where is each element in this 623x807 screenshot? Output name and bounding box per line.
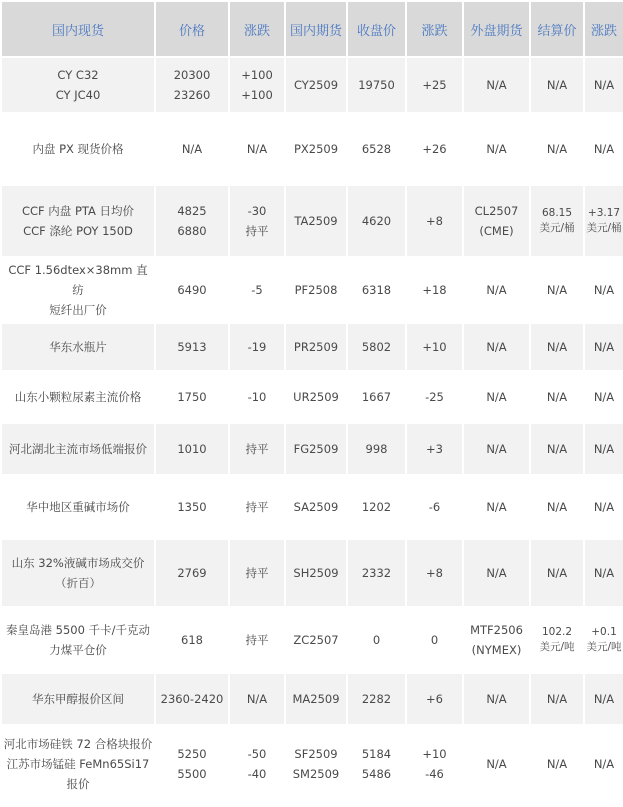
spot-name-cell <box>2 476 154 538</box>
cell-text: N/A <box>593 500 615 514</box>
cell-text: N/A <box>593 283 615 297</box>
cell-text: PR2509 <box>293 340 339 354</box>
cell-text: MTF2506 <box>470 623 523 637</box>
futures-change-cell <box>407 324 462 370</box>
cell-text: N/A <box>546 757 568 771</box>
cell-text: N/A <box>593 390 615 404</box>
futures-change-cell <box>407 540 462 606</box>
futures-contract-cell <box>286 186 346 256</box>
futures-close-cell <box>348 372 405 422</box>
table-row <box>2 372 623 422</box>
table-row <box>2 258 623 322</box>
settlement-change-cell <box>585 726 623 802</box>
futures-change-cell <box>407 608 462 672</box>
cell-text: 1350 <box>177 500 207 514</box>
futures-change-cell <box>407 58 462 112</box>
cell-text: -6 <box>428 500 441 514</box>
futures-contract-cell <box>286 608 346 672</box>
cell-text: CY C32 <box>57 68 99 82</box>
table-row <box>2 186 623 256</box>
foreign-futures-cell <box>464 540 529 606</box>
foreign-futures-cell <box>464 372 529 422</box>
cell-text: 20300 <box>173 68 211 82</box>
cell-text: -50 <box>247 747 267 761</box>
cell-text: 河北市场硅铁 72 合格块报价 <box>3 737 153 751</box>
foreign-futures-cell <box>464 608 529 672</box>
spot-price-cell <box>156 58 228 112</box>
foreign-futures-cell <box>464 324 529 370</box>
spot-price-cell <box>156 324 228 370</box>
futures-close-cell <box>348 186 405 256</box>
settlement-price-cell <box>531 608 583 672</box>
futures-close-cell <box>348 114 405 184</box>
settlement-change-cell <box>585 114 623 184</box>
cell-text: 持平 <box>245 633 269 647</box>
header-foreign-futures: 外盘期货 <box>464 2 529 56</box>
cell-text: -25 <box>425 390 444 404</box>
cell-text: N/A <box>486 340 507 354</box>
cell-text: 4620 <box>361 214 392 228</box>
cell-text: 1202 <box>361 500 392 514</box>
spot-change-cell <box>230 726 284 802</box>
cell-text: TA2509 <box>294 214 338 228</box>
cell-text: N/A <box>486 566 507 580</box>
futures-change-cell <box>407 258 462 322</box>
futures-contract-cell <box>286 674 346 724</box>
settlement-price-cell <box>531 58 583 112</box>
table-row <box>2 58 623 112</box>
cell-text: CCF 1.56dtex×38mm 直纺 <box>8 263 148 297</box>
settlement-change-cell <box>585 324 623 370</box>
futures-contract-cell <box>286 476 346 538</box>
futures-change-cell <box>407 186 462 256</box>
cell-text: CCF 涤纶 POY 150D <box>23 224 133 238</box>
settlement-change-cell <box>585 476 623 538</box>
cell-text: 报价 <box>66 777 90 791</box>
settlement-change-cell <box>585 424 623 474</box>
spot-name-cell <box>2 608 154 672</box>
futures-change-cell <box>407 372 462 422</box>
cell-text: ZC2507 <box>293 633 339 647</box>
cell-text: -19 <box>247 340 267 354</box>
futures-change-cell <box>407 424 462 474</box>
settlement-price-cell <box>531 424 583 474</box>
cell-text: N/A <box>486 78 507 92</box>
spot-price-cell <box>156 186 228 256</box>
cell-text: FG2509 <box>293 442 339 456</box>
cell-text: +8 <box>426 566 443 580</box>
settlement-price-cell <box>531 324 583 370</box>
cell-text: 0 <box>430 633 439 647</box>
settlement-price-cell <box>531 540 583 606</box>
foreign-futures-cell <box>464 726 529 802</box>
spot-price-cell <box>156 424 228 474</box>
cell-text: N/A <box>486 390 507 404</box>
cell-text: 102.2 <box>541 626 573 638</box>
futures-contract-cell <box>286 114 346 184</box>
cell-text: 美元/吨 <box>539 641 575 653</box>
futures-close-cell <box>348 540 405 606</box>
futures-change-cell <box>407 476 462 538</box>
cell-text: 2360-2420 <box>160 692 224 706</box>
header-futures-change: 涨跌 <box>407 2 462 56</box>
spot-price-cell <box>156 476 228 538</box>
cell-text: MA2509 <box>292 692 340 706</box>
spot-price-cell <box>156 114 228 184</box>
cell-text: N/A <box>486 500 507 514</box>
cell-text: 华东甲醇报价区间 <box>32 692 124 706</box>
cell-text: 华中地区重碱市场价 <box>26 500 130 514</box>
cell-text: (CME) <box>479 224 514 238</box>
cell-text: 5486 <box>361 767 392 781</box>
settlement-price-cell <box>531 186 583 256</box>
cell-text: 秦皇岛港 5500 千卡/千克动 <box>6 623 150 637</box>
spot-name-cell <box>2 186 154 256</box>
foreign-futures-cell <box>464 58 529 112</box>
spot-change-cell <box>230 424 284 474</box>
cell-text: N/A <box>486 442 507 456</box>
spot-price-cell <box>156 674 228 724</box>
settlement-change-cell <box>585 186 623 256</box>
cell-text: SM2509 <box>292 767 340 781</box>
cell-text: +8 <box>426 214 443 228</box>
cell-text: N/A <box>546 390 568 404</box>
settlement-price-cell <box>531 674 583 724</box>
cell-text: 5500 <box>177 767 207 781</box>
cell-text: 5250 <box>177 747 207 761</box>
cell-text: 江苏市场锰硅 FeMn65Si17 <box>6 757 150 771</box>
futures-close-cell <box>348 424 405 474</box>
cell-text: N/A <box>486 692 507 706</box>
settlement-price-cell <box>531 476 583 538</box>
spot-change-cell <box>230 114 284 184</box>
spot-price-cell <box>156 608 228 672</box>
spot-name-cell <box>2 674 154 724</box>
cell-text: 美元/吨 <box>586 641 622 653</box>
cell-text: N/A <box>486 757 507 771</box>
cell-text: -40 <box>247 767 267 781</box>
header-spot-change: 涨跌 <box>230 2 284 56</box>
cell-text: N/A <box>593 566 615 580</box>
cell-text: 力煤平仓价 <box>49 643 107 657</box>
cell-text: +18 <box>422 283 447 297</box>
cell-text: 短纤出厂价 <box>49 303 107 317</box>
cell-text: 2282 <box>361 692 392 706</box>
spot-name-cell <box>2 258 154 322</box>
spot-change-cell <box>230 540 284 606</box>
cell-text: 19750 <box>358 78 395 92</box>
header-domestic-spot: 国内现货 <box>2 2 154 56</box>
cell-text: N/A <box>593 757 615 771</box>
header-price: 价格 <box>156 2 228 56</box>
futures-close-cell <box>348 476 405 538</box>
cell-text: -30 <box>247 204 267 218</box>
spot-name-cell <box>2 424 154 474</box>
cell-text: 6880 <box>177 224 207 238</box>
cell-text: +10 <box>422 747 447 761</box>
settlement-change-cell <box>585 540 623 606</box>
cell-text: （折百） <box>55 576 101 590</box>
cell-text: N/A <box>593 340 615 354</box>
spot-name-cell <box>2 726 154 802</box>
spot-name-cell <box>2 58 154 112</box>
foreign-futures-cell <box>464 424 529 474</box>
settlement-change-cell <box>585 258 623 322</box>
cell-text: N/A <box>593 442 615 456</box>
cell-text: 1667 <box>361 390 392 404</box>
futures-contract-cell <box>286 58 346 112</box>
foreign-futures-cell <box>464 674 529 724</box>
spot-name-cell <box>2 372 154 422</box>
cell-text: N/A <box>546 442 568 456</box>
cell-text: 山东小颗粒尿素主流价格 <box>14 390 142 404</box>
header-settlement-change: 涨跌 <box>585 2 623 56</box>
cell-text: N/A <box>546 692 568 706</box>
cell-text: N/A <box>486 142 507 156</box>
cell-text: SA2509 <box>293 500 339 514</box>
cell-text: 持平 <box>245 566 269 580</box>
cell-text: +26 <box>422 142 447 156</box>
table-body <box>2 58 623 802</box>
cell-text: 5184 <box>361 747 392 761</box>
cell-text: 6490 <box>177 283 207 297</box>
futures-change-cell <box>407 726 462 802</box>
header-domestic-futures: 国内期货 <box>286 2 346 56</box>
cell-text: (NYMEX) <box>471 643 522 657</box>
foreign-futures-cell <box>464 476 529 538</box>
cell-text: N/A <box>593 142 615 156</box>
cell-text: PF2508 <box>294 283 338 297</box>
cell-text: N/A <box>546 500 568 514</box>
futures-change-cell <box>407 674 462 724</box>
futures-close-cell <box>348 324 405 370</box>
cell-text: PX2509 <box>293 142 339 156</box>
cell-text: N/A <box>593 692 615 706</box>
cell-text: N/A <box>546 566 568 580</box>
spot-change-cell <box>230 324 284 370</box>
futures-change-cell <box>407 114 462 184</box>
table-row <box>2 324 623 370</box>
spot-name-cell <box>2 540 154 606</box>
cell-text: 持平 <box>245 500 269 514</box>
spot-price-cell <box>156 258 228 322</box>
cell-text: N/A <box>486 283 507 297</box>
spot-name-cell <box>2 114 154 184</box>
cell-text: N/A <box>246 142 268 156</box>
cell-text: 持平 <box>245 442 269 456</box>
settlement-price-cell <box>531 372 583 422</box>
futures-contract-cell <box>286 372 346 422</box>
futures-close-cell <box>348 674 405 724</box>
cell-text: 6528 <box>361 142 392 156</box>
futures-contract-cell <box>286 258 346 322</box>
cell-text: +3.17 <box>587 207 621 219</box>
settlement-change-cell <box>585 674 623 724</box>
cell-text: N/A <box>246 692 268 706</box>
settlement-change-cell <box>585 608 623 672</box>
spot-change-cell <box>230 674 284 724</box>
cell-text: 美元/桶 <box>586 222 622 234</box>
cell-text: +3 <box>426 442 443 456</box>
spot-change-cell <box>230 58 284 112</box>
cell-text: 美元/桶 <box>539 222 575 234</box>
cell-text: 6318 <box>361 283 392 297</box>
cell-text: 5913 <box>177 340 207 354</box>
cell-text: -46 <box>425 767 444 781</box>
cell-text: +0.1 <box>591 626 617 638</box>
cell-text: +25 <box>422 78 447 92</box>
cell-text: 河北湖北主流市场低端报价 <box>9 442 147 456</box>
futures-contract-cell <box>286 424 346 474</box>
spot-change-cell <box>230 186 284 256</box>
cell-text: 1010 <box>177 442 207 456</box>
cell-text: 68.15 <box>541 207 573 219</box>
cell-text: 山东 32%液碱市场成交价 <box>11 556 145 570</box>
table-header-row <box>2 2 623 56</box>
cell-text: -5 <box>251 283 263 297</box>
cell-text: +100 <box>241 68 273 82</box>
spot-name-cell <box>2 324 154 370</box>
table-row <box>2 674 623 724</box>
cell-text: N/A <box>546 283 568 297</box>
header-close-price: 收盘价 <box>348 2 405 56</box>
cell-text: SF2509 <box>294 747 338 761</box>
cell-text: SH2509 <box>293 566 339 580</box>
cell-text: CY JC40 <box>55 88 101 102</box>
futures-close-cell <box>348 58 405 112</box>
table-row <box>2 424 623 474</box>
settlement-change-cell <box>585 372 623 422</box>
foreign-futures-cell <box>464 114 529 184</box>
futures-close-cell <box>348 726 405 802</box>
settlement-change-cell <box>585 58 623 112</box>
futures-contract-cell <box>286 324 346 370</box>
cell-text: 内盘 PX 现货价格 <box>32 142 124 156</box>
spot-change-cell <box>230 476 284 538</box>
spot-change-cell <box>230 608 284 672</box>
table-row <box>2 608 623 672</box>
futures-close-cell <box>348 258 405 322</box>
cell-text: 华东水瓶片 <box>49 340 107 354</box>
cell-text: 2332 <box>361 566 392 580</box>
cell-text: N/A <box>546 340 568 354</box>
spot-price-cell <box>156 540 228 606</box>
cell-text: 2769 <box>177 566 207 580</box>
spot-price-cell <box>156 372 228 422</box>
cell-text: 998 <box>365 442 388 456</box>
foreign-futures-cell <box>464 258 529 322</box>
cell-text: CY2509 <box>293 78 339 92</box>
cell-text: 0 <box>372 633 381 647</box>
cell-text: N/A <box>181 142 203 156</box>
table-row <box>2 726 623 802</box>
cell-text: +10 <box>422 340 447 354</box>
cell-text: 4825 <box>177 204 207 218</box>
foreign-futures-cell <box>464 186 529 256</box>
cell-text: +100 <box>241 88 273 102</box>
cell-text: +6 <box>426 692 443 706</box>
spot-change-cell <box>230 372 284 422</box>
settlement-price-cell <box>531 726 583 802</box>
cell-text: UR2509 <box>293 390 339 404</box>
cell-text: N/A <box>593 78 615 92</box>
cell-text: 1750 <box>177 390 207 404</box>
settlement-price-cell <box>531 114 583 184</box>
futures-contract-cell <box>286 540 346 606</box>
table-row <box>2 114 623 184</box>
table-row <box>2 540 623 606</box>
cell-text: 持平 <box>245 224 269 238</box>
cell-text: N/A <box>546 78 568 92</box>
cell-text: CCF 内盘 PTA 日均价 <box>21 204 135 218</box>
futures-close-cell <box>348 608 405 672</box>
header-settlement-price: 结算价 <box>531 2 583 56</box>
table-row <box>2 476 623 538</box>
cell-text: 23260 <box>173 88 211 102</box>
cell-text: 618 <box>181 633 203 647</box>
cell-text: -10 <box>247 390 267 404</box>
settlement-price-cell <box>531 258 583 322</box>
futures-contract-cell <box>286 726 346 802</box>
cell-text: CL2507 <box>474 204 519 218</box>
spot-change-cell <box>230 258 284 322</box>
cell-text: 5802 <box>361 340 392 354</box>
spot-price-cell <box>156 726 228 802</box>
cell-text: N/A <box>546 142 568 156</box>
